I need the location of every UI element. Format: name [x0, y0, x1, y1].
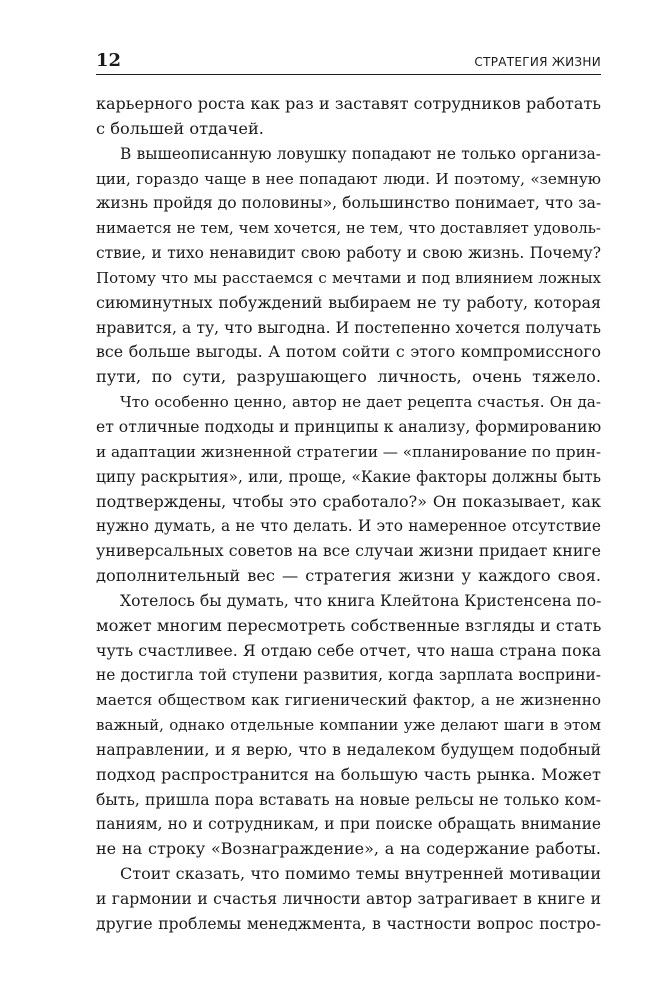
text-line: быть, пришла пора вставать на новые рельсы не только ком- — [96, 790, 601, 809]
text-line: мается обществом как гигиенический фактор, а не жизненно — [96, 691, 601, 710]
text-line: ципу раскрытия», или, проще, «Какие факторы должны быть — [96, 467, 601, 486]
text-line: Стоит сказать, что помимо темы внутренней мотивации — [120, 864, 601, 884]
text-line: все больше выгоды. А потом сойти с этого компромиссного — [96, 342, 601, 362]
text-line: ет отличные подходы и принципы к анализу, формированию — [96, 417, 602, 436]
text-line: сиюминутных побуждений выбираем не ту работу, которая — [96, 292, 601, 312]
text-line: нужно думать, а не что делать. И это намеренное отсутствие — [96, 517, 601, 536]
text-line: карьерного роста как раз и заставят сотрудников работать — [96, 94, 601, 113]
text-line: универсальных советов на все случаи жизни придает книге — [96, 541, 601, 561]
text-line: паниям, но и сотрудникам, и при поиске обращать внимание — [96, 815, 601, 834]
text-line: ции, гораздо чаще в нее попадают люди. И поэтому, «земную — [96, 169, 601, 188]
text-line: Хотелось бы думать, что книга Клейтона Кристенсена по- — [120, 591, 602, 610]
text-line: и гармонии и счастья личности автор затрагивает в книге и — [96, 890, 601, 908]
text-line: нравится, а ту, что выгодна. И постепенно хочется получать — [96, 318, 601, 337]
text-line: В вышеописанную ловушку попадают не только организа- — [120, 144, 601, 163]
text-line: не на строку «Вознаграждение», а на содержание работы. — [96, 839, 601, 859]
text-line: Что особенно ценно, автор не дает рецепта счастья. Он да- — [120, 393, 601, 412]
text-line: чуть счастливее. Я отдаю себе отчет, что наша страна пока — [96, 640, 601, 660]
text-line: и адаптации жизненной стратегии — «планирование по прин- — [96, 442, 601, 461]
text-line: направлении, и я верю, что в недалеком будущем подобный — [96, 740, 601, 759]
running-head: СТРАТЕГИЯ ЖИЗНИ — [474, 55, 601, 69]
text-line: с большей отдачей. — [96, 118, 264, 138]
text-line: другие проблемы менеджмента, в частности вопрос постро- — [96, 914, 601, 933]
text-line: пути, по сути, разрушающего личность, очень тяжело. — [96, 367, 601, 387]
text-line: подтверждены, чтобы это сработало?» Он показывает, как — [96, 491, 601, 511]
text-line: жизнь пройдя до половины», большинство понимает, что за- — [96, 194, 602, 213]
text-line: дополнительный вес — стратегия жизни у каждого своя. — [96, 566, 601, 586]
text-line: Потому что мы расстаемся с мечтами и под влиянием ложных — [96, 268, 601, 287]
text-line: не достигла той ступени развития, когда зарплата восприни- — [96, 666, 601, 685]
text-line: нимается не тем, чем хочется, не тем, что доставляет удоволь- — [96, 219, 601, 238]
text-line: ствие, и тихо ненавидит свою работу и свою жизнь. Почему? — [96, 244, 601, 263]
text-line: подход распространится на большую часть рынка. Может — [96, 764, 601, 784]
page-header — [96, 50, 601, 75]
text-line: важный, однако отдельные компании уже делают шаги в этом — [96, 716, 601, 735]
text-line: может многим пересмотреть собственные взгляды и стать — [96, 615, 602, 635]
page-number: 12 — [96, 50, 122, 71]
body-text — [96, 92, 601, 937]
